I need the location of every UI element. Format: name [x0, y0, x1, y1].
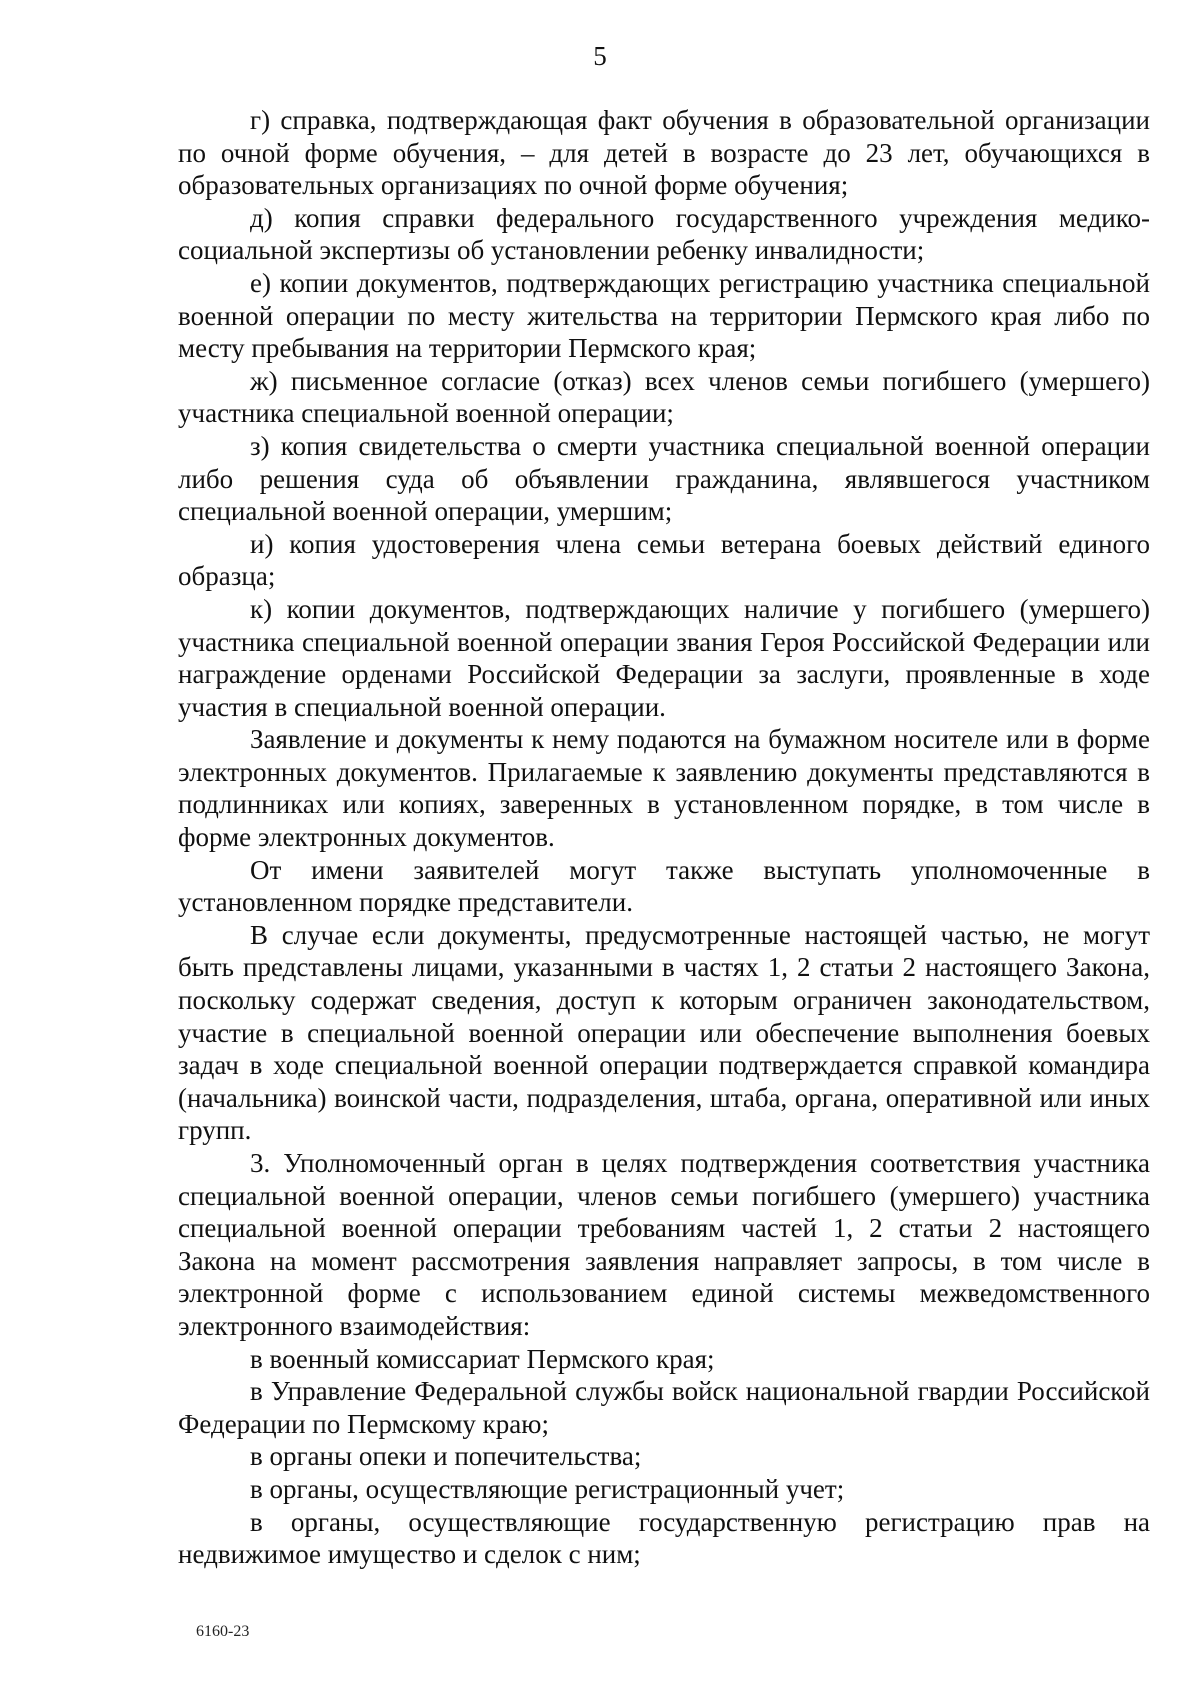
- request-recipient-registration-accounting: в органы, осуществляющие регистрационный учет;: [250, 1473, 845, 1504]
- list-item-g-study-certificate: г) справка, подтверждающая факт обучения в образовательной организации по очной форме обучения, – для детей в возрасте до 23 лет, обучающихся в образовательных организациях по очной форме обучения;: [178, 105, 1150, 201]
- page-number: 5: [593, 41, 607, 71]
- request-recipient-property-registration: в органы, осуществляющие государственную регистрацию прав на недвижимое имущество и сделок с ним;: [178, 1506, 1150, 1570]
- paragraph-commander-certificate: В случае если документы, предусмотренные настоящей частью, не могут быть представлены лицами, указанными в частях 1, 2 статьи 2 настоящего Закона, поскольку содержат сведения, доступ к которым ограничен законодательством, участие в специальной военной операции или обеспечение выполнения боевых задач в ходе специальной военной операции подтверждается справкой командира (начальника) воинской части, подразделения, штаба, органа, оперативной или иных групп.: [178, 919, 1150, 1146]
- paragraph-representatives: От имени заявителей могут также выступать уполномоченные в установленном порядке представители.: [178, 854, 1150, 918]
- list-item-i-veteran-family-id: и) копия удостоверения члена семьи ветерана боевых действий единого образца;: [178, 528, 1150, 592]
- list-item-zh-family-consent: ж) письменное согласие (отказ) всех членов семьи погибшего (умершего) участника специальной военной операции;: [178, 365, 1150, 429]
- request-recipient-national-guard: в Управление Федеральной службы войск национальной гвардии Российской Федерации по Пермскому краю;: [178, 1376, 1150, 1439]
- list-item-d-disability-certificate: д) копия справки федерального государственного учреждения медико-социальной экспертизы об установлении ребенку инвалидности;: [178, 202, 1150, 266]
- document-body: [178, 104, 1150, 1571]
- request-recipient-guardianship: в органы опеки и попечительства;: [250, 1441, 642, 1472]
- request-recipient-military-commissariat: в военный комиссариат Пермского края;: [250, 1343, 715, 1374]
- list-item-k-hero-title-documents: к) копии документов, подтверждающих наличие у погибшего (умершего) участника специальной военной операции звания Героя Российской Федерации или награждение орденами Российской Федерации за заслуги, проявленные в ходе участия в специальной военной операции.: [178, 593, 1150, 722]
- document-code: 6160-23: [196, 1623, 250, 1640]
- section-3-requests: 3. Уполномоченный орган в целях подтверждения соответствия участника специальной военной операции, членов семьи погибшего (умершего) участника специальной военной операции требованиям частей 1, 2 статьи 2 настоящего Закона на момент рассмотрения заявления направляет запросы, в том числе в электронной форме с использованием единой системы межведомственного электронного взаимодействия:: [178, 1148, 1150, 1341]
- paragraph-submission-form: Заявление и документы к нему подаются на бумажном носителе или в форме электронных документов. Прилагаемые к заявлению документы представляются в подлинниках или копиях, заверенных в установленном порядке, в том числе в форме электронных документов.: [178, 724, 1150, 853]
- list-item-e-registration-documents: е) копии документов, подтверждающих регистрацию участника специальной военной операции по месту жительства на территории Пермского края либо по месту пребывания на территории Пермского края;: [178, 267, 1150, 364]
- list-item-z-death-certificate: з) копия свидетельства о смерти участника специальной военной операции либо решения суда об объявлении гражданина, являвшегося участником специальной военной операции, умершим;: [178, 430, 1150, 527]
